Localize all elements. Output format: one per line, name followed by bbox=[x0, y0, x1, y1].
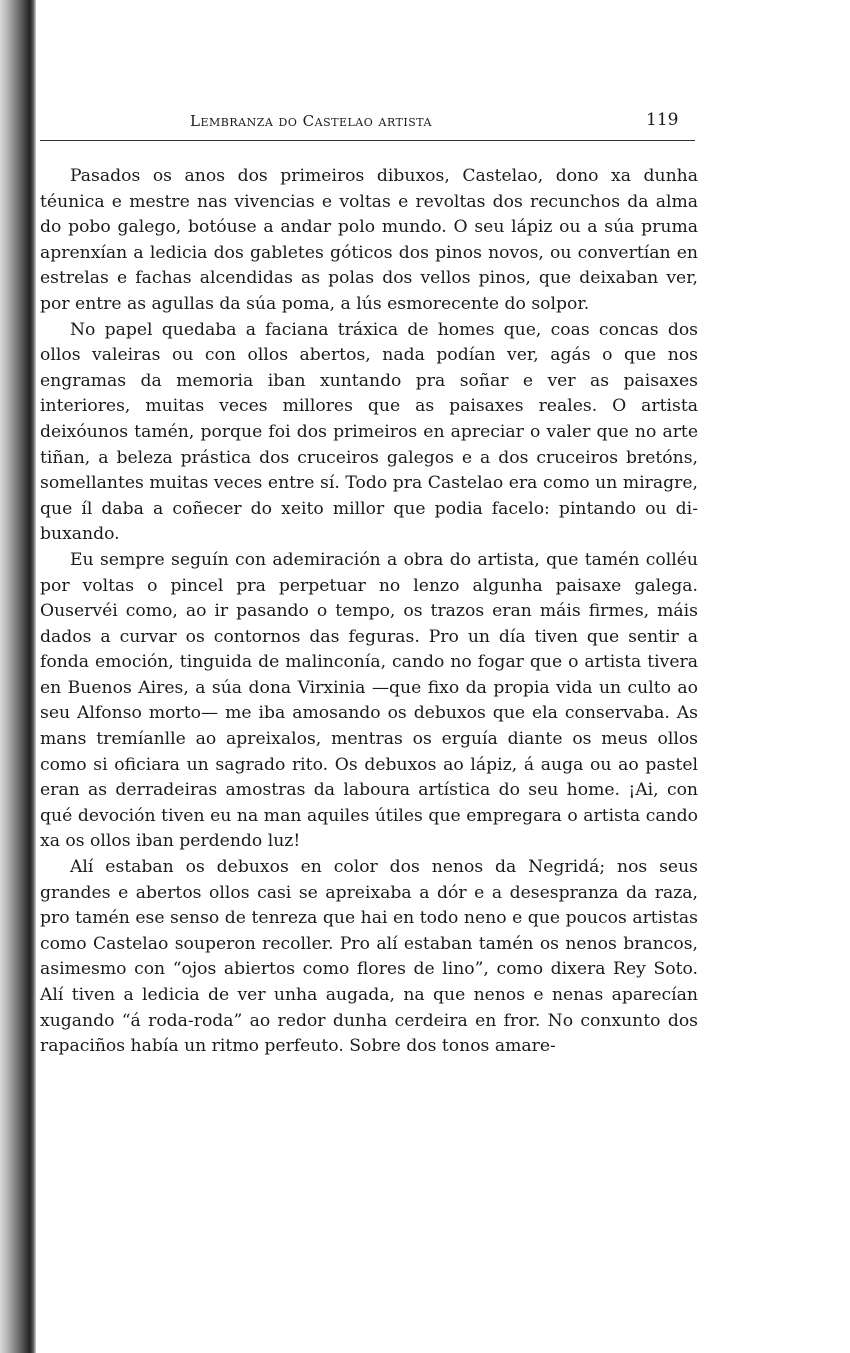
body-text bbox=[40, 164, 698, 1060]
paragraph: Alí estaban os debuxos en color dos nenos da Negridá; nos seus grandes e abertos ollos casi se apreixaba a dór e a desespranza da raza, pro tamén ese senso de tenreza que hai en todo neno e que poucos artistas como Castelao souperon recoller. Pro alí estaban tamén os nenos brancos, asimesmo con “ojos abiertos como flores de lino”, como dixera Rey Soto. Alí tiven a ledicia de ver unha augada, na que nenos e nenas aparecían xugando “á roda-roda” ao redor dunha cerdeira en fror. No conxunto dos rapaciños había un ritmo perfeuto. Sobre dos tonos amare- bbox=[40, 857, 698, 1057]
page-header bbox=[190, 110, 690, 134]
running-title: Lembranza do Castelao artista bbox=[190, 112, 432, 130]
paragraph: No papel quedaba a faciana tráxica de homes que, coas concas dos ollos valeiras ou con ollos abertos, nada podían ver, agás o que nos engramas da memoria iban xuntando pra soñar e ver as paisaxes interiores, muitas veces millores que as paisaxes reales. O artista deixóunos tamén, porque foi dos primeiros en apreciar o valer que no arte tiñan, a beleza prástica dos cruceiros galegos e a dos cruceiros bretóns, somellantes muitas veces entre sí. Todo pra Castelao era como un miragre, que íl daba a coñecer do xeito millor que podia facelo: pintando ou dibuxando. bbox=[40, 319, 698, 545]
header-rule bbox=[40, 140, 695, 141]
book-binding-shadow bbox=[0, 0, 36, 1353]
page-number: 119 bbox=[646, 110, 679, 130]
paragraph: Eu sempre seguín con ademiración a obra do artista, que tamén colléu por voltas o pincel pra perpetuar no lenzo algunha paisaxe galega. Ouservéi como, ao ir pasando o tempo, os trazos eran máis firmes, máis dados a curvar os contornos das feguras. Pro un día tiven que sentir a fonda emoción, tinguida de malinconía, cando no fogar que o artista tivera en Buenos Aires, a súa dona Virxinia —que fixo da propia vida un culto ao seu Alfonso morto— me iba amosando os debuxos que ela conservaba. As mans tremíanlle ao apreixalos, mentras os erguía diante os meus ollos como si oficiara un sagrado rito. Os debuxos ao lápiz, á auga ou ao pastel eran as derradeiras amostras da laboura artística do seu home. ¡Ai, con qué devoción tiven eu na man aquiles útiles que empregara o artista cando xa os ollos iban perdendo luz! bbox=[40, 549, 698, 852]
paragraph: Pasados os anos dos primeiros dibuxos, Castelao, dono xa dunha téunica e mestre nas vivencias e voltas e revoltas dos recunchos da alma do pobo galego, botóuse a andar polo mundo. O seu lápiz ou a súa pruma aprenxían a ledicia dos gabletes góticos dos pinos novos, ou convertían en estrelas e fachas alcendidas as polas dos vellos pinos, que deixaban ver, por entre as agullas da súa poma, a lús esmorecente do solpor. bbox=[40, 166, 698, 314]
